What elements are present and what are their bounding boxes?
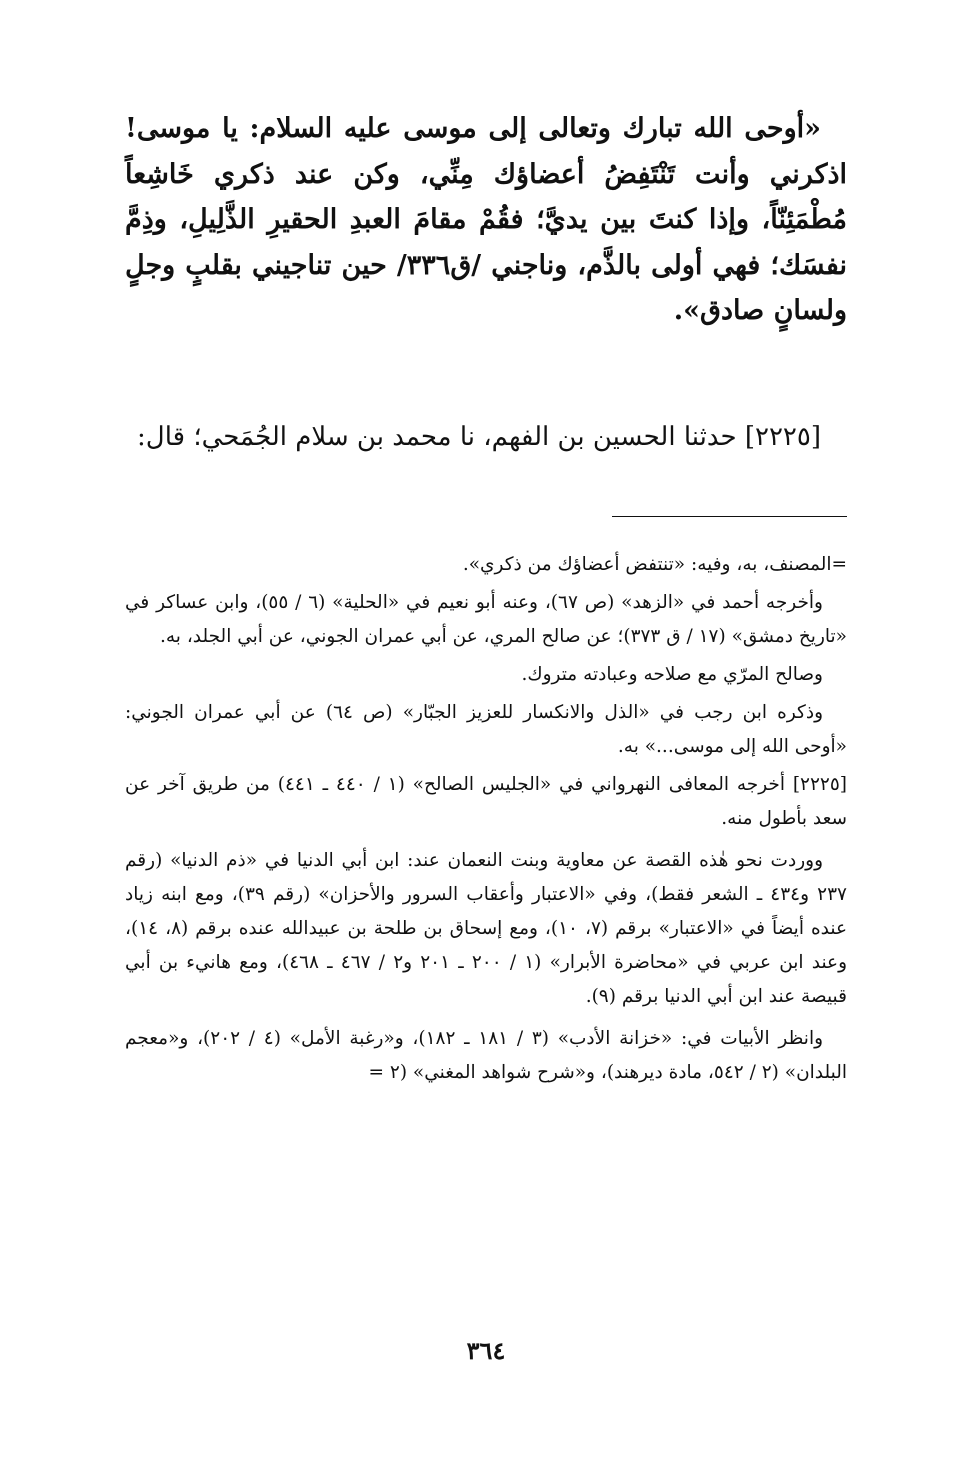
footnote-paragraph: وانظر الأبيات في: «خزانة الأدب» (٣ / ١٨١ ـ ١٨٢)، و«رغبة الأمل» (٤ / ٢٠٢)، و«معجم البلدان» (٢ / ٥٤٢، مادة ديرهند)، و«شرح شواهد المغني» (٢ =	[125, 1028, 847, 1083]
footnote-paragraph: =المصنف، به، وفيه: «تنتفض أعضاؤك من ذكري».	[462, 554, 847, 575]
hadith-entry	[125, 415, 847, 460]
footnote-paragraph: وذكره ابن رجب في «الذل والانكسار للعزيز الجبّار» (ص ٦٤) عن أبي عمران الجوني: «أوحى الله إلى موسى...» به.	[125, 702, 847, 757]
hadith-quote: «أوحى الله تبارك وتعالى إلى موسى عليه السلام: يا موسى! اذكرني وأنت تَنْتَفِضُ أعضاؤك مِنِّي، وكن عند ذكري خَاشِعاً مُطْمَئِنّاً، وإذا كنتَ بين يديَّ؛ فقُمْ مقامَ العبدِ الحقيرِ الذَّلِيلِ، وذِمَّ نفسَك؛ فهي أولى بالذَّم، وناجني /ق٣٣٦/ حين تناجيني بقلبٍ وجلٍ ولسانٍ صادق».	[125, 113, 847, 326]
footnote-paragraph: [٢٢٢٥] أخرجه المعافى النهرواني في «الجليس الصالح» (١ / ٤٤٠ ـ ٤٤١) من طريق آخر عن سعد بأطول منه.	[125, 774, 848, 829]
footnote-paragraph: وأخرجه أحمد في «الزهد» (ص ٦٧)، وعنه أبو نعيم في «الحلية» (٦ / ٥٥)، وابن عساكر في «تاريخ دمشق» (١٧ / ق ٣٧٣)؛ عن صالح المري، عن أبي عمران الجوني، عن أبي الجلد، به.	[125, 592, 847, 647]
main-text-block	[125, 106, 847, 334]
footnote-paragraph: وصالح المرّي مع صلاحه وعبادته متروك.	[521, 664, 823, 685]
book-page	[125, 0, 847, 1475]
footnote-paragraph: ووردت نحو هٰذه القصة عن معاوية وبنت النعمان عند: ابن أبي الدنيا في «ذم الدنيا» (رقم ٢٣٧ و٤٣٤ ـ الشعر فقط)، وفي «الاعتبار وأعقاب السرور والأحزان» (رقم ٣٩)، ومع ابنه زياد عنده أيضاً في «الاعتبار» برقم (٧، ١٠)، ومع إسحاق بن طلحة بن عبيدالله عنده برقم (٨، ١٤)، وعند ابن عربي في «محاضرة الأبرار» (١ / ٢٠٠ ـ ٢٠١ و٢ / ٤٦٧ ـ ٤٦٨)، ومع هانيء بن أبي قبيصة عند ابن أبي الدنيا برقم (٩).	[125, 850, 848, 1007]
hadith-isnad: [٢٢٢٥] حدثنا الحسين بن الفهم، نا محمد بن سلام الجُمَحي؛ قال:	[137, 422, 821, 452]
footnotes	[125, 548, 847, 1094]
page-number: ٣٦٤	[466, 1336, 506, 1365]
footnote-separator	[612, 516, 847, 517]
